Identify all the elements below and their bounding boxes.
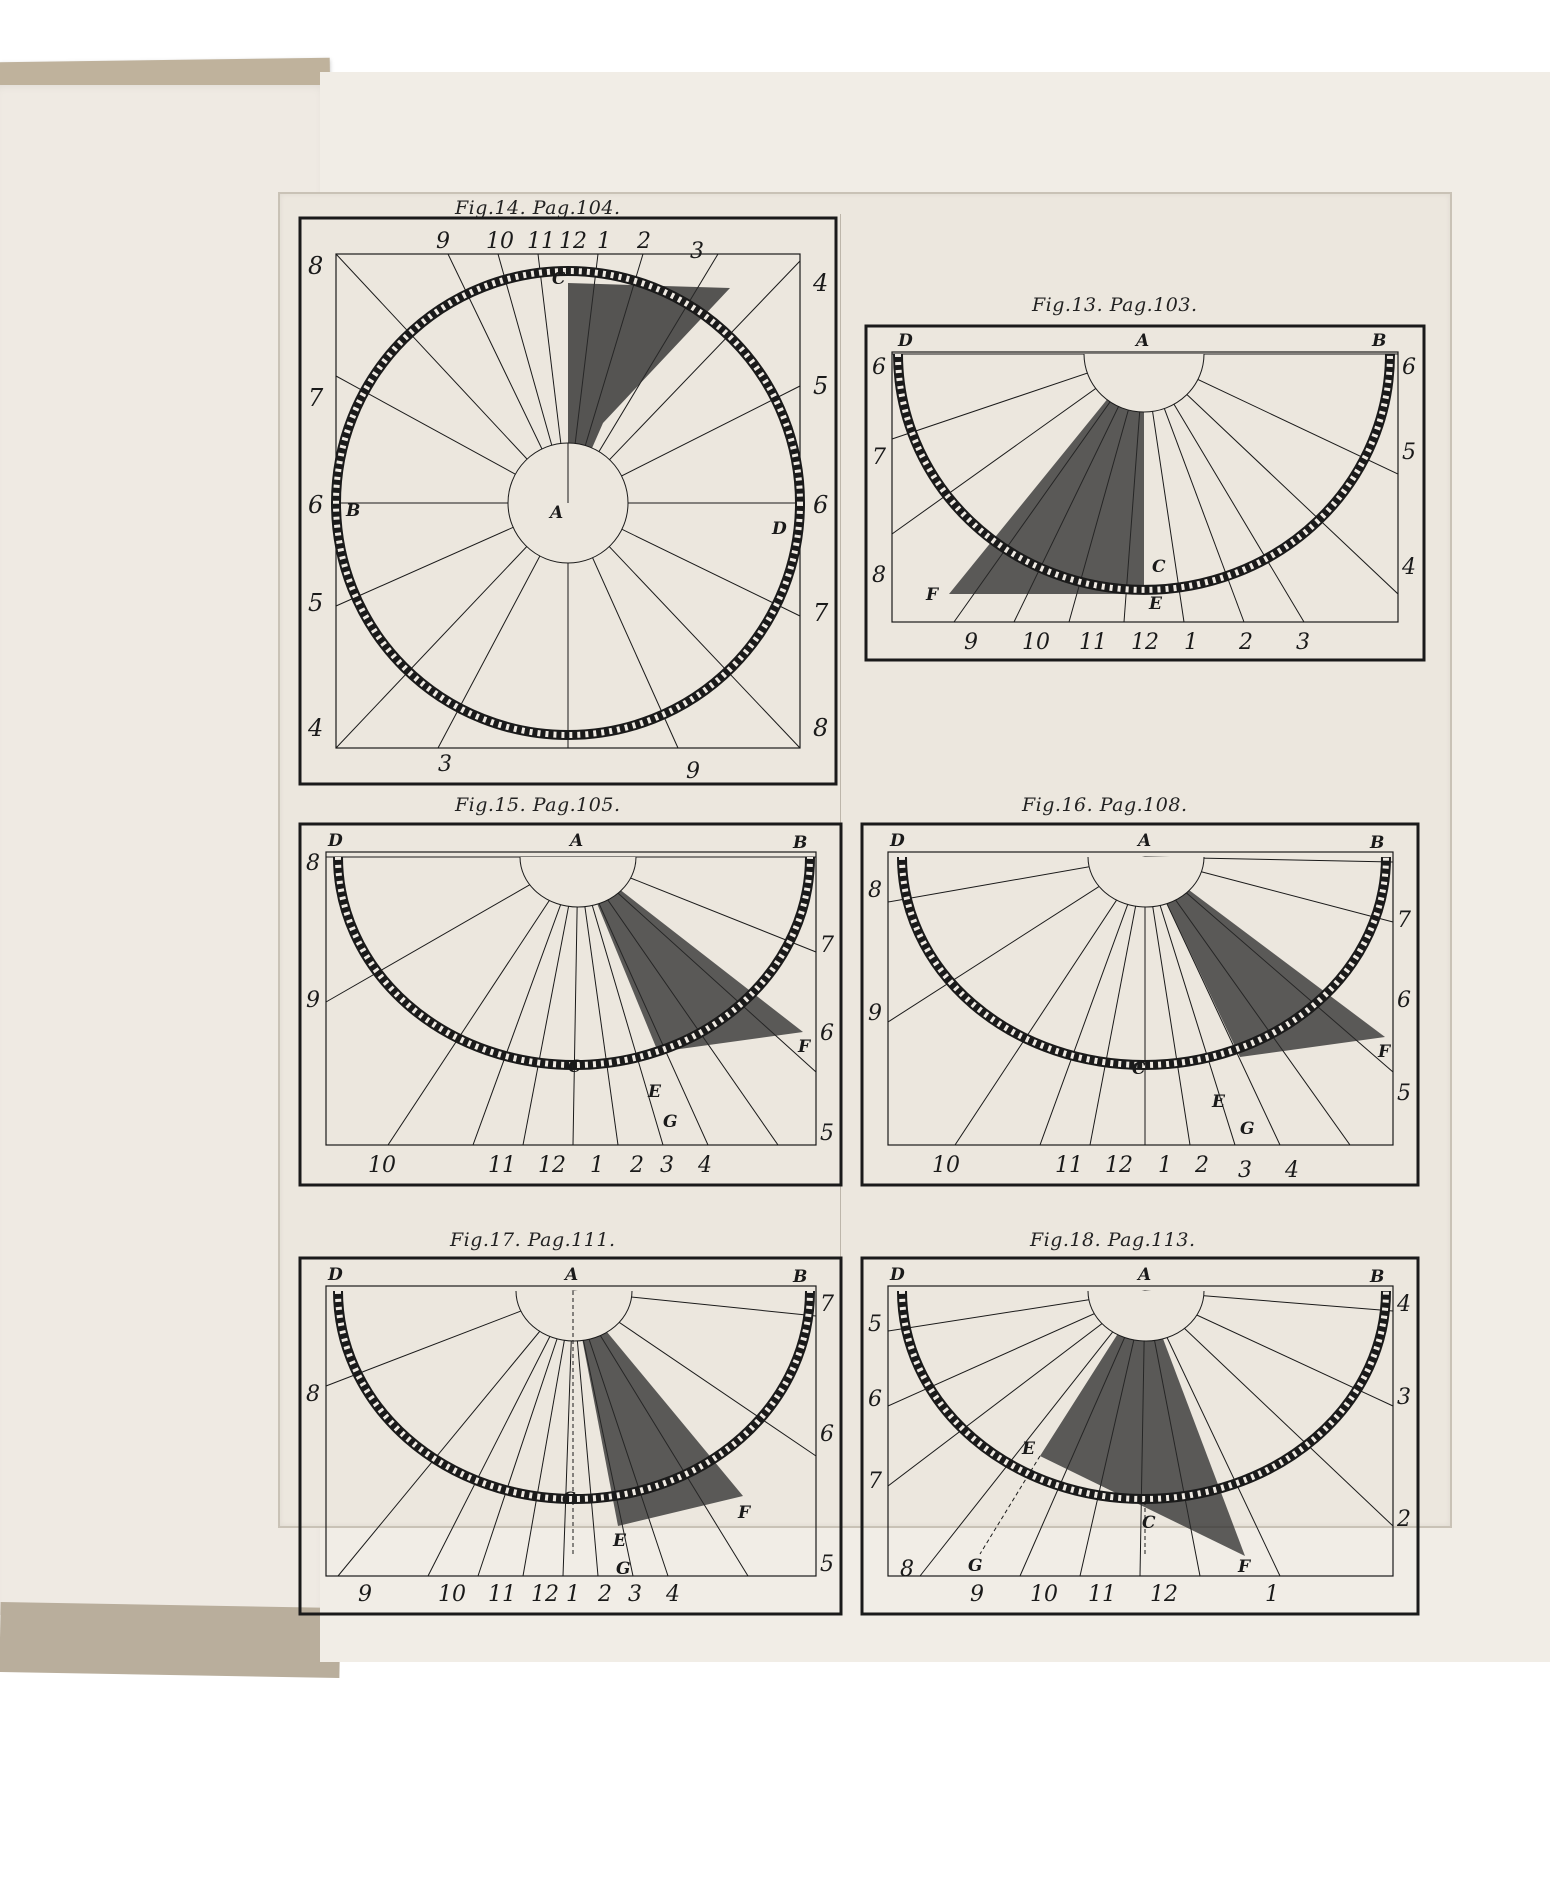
fig13-right-number: 4 xyxy=(1402,555,1416,580)
fig14-letter-c: C xyxy=(552,269,566,289)
fig18-left-number: 7 xyxy=(868,1469,882,1494)
fig18-bottom-number: 10 xyxy=(1030,1582,1058,1607)
engraved-plate xyxy=(278,192,1452,1607)
fig14-left-number: 7 xyxy=(308,384,324,412)
fig18-right-number: 2 xyxy=(1397,1507,1411,1532)
fig16-letter-g: G xyxy=(1240,1119,1255,1139)
fig17-right-number: 6 xyxy=(820,1422,834,1447)
fig18-right-number: 3 xyxy=(1397,1385,1411,1410)
fig14-title: Fig.14. Pag.104. xyxy=(455,197,621,219)
fig18-letter-f: F xyxy=(1238,1557,1251,1577)
fig17-letter-b: B xyxy=(793,1267,808,1287)
fig13-bottom-number: 12 xyxy=(1131,630,1159,655)
fig18-letter-c: C xyxy=(1142,1513,1156,1533)
fig16-bottom-number: 4 xyxy=(1285,1158,1299,1183)
fig13-bottom-number: 3 xyxy=(1296,630,1310,655)
fig13-left-number: 6 xyxy=(872,355,886,380)
fig15-letter-d: D xyxy=(328,831,343,851)
fig18-bottom-number: 12 xyxy=(1150,1582,1178,1607)
fig17-bottom-number: 1 xyxy=(566,1582,580,1607)
fig14-right-number: 5 xyxy=(813,372,829,400)
book-cover-bottom-edge xyxy=(0,1602,341,1678)
fig16-letter-f: F xyxy=(1378,1042,1391,1062)
fig16-bottom-number: 2 xyxy=(1195,1153,1209,1178)
fig16-title: Fig.16. Pag.108. xyxy=(1022,794,1188,816)
fig13-title: Fig.13. Pag.103. xyxy=(1032,294,1198,316)
fig17-bottom-number: 11 xyxy=(488,1582,516,1607)
fig13-diagram xyxy=(864,324,1426,668)
fig14-bottom-number: 3 xyxy=(438,752,452,777)
fig18-letter-b: B xyxy=(1370,1267,1385,1287)
fig18-bottom-number: 9 xyxy=(970,1582,984,1607)
fig16-bottom-number: 12 xyxy=(1105,1153,1133,1178)
fig17-letter-e: E xyxy=(613,1531,626,1551)
fig15-letter-e: E xyxy=(648,1082,661,1102)
fig13-letter-f: F xyxy=(926,585,939,605)
fig17-bottom-number: 10 xyxy=(438,1582,466,1607)
fig14-right-number: 7 xyxy=(813,599,829,627)
fig17-letter-d: D xyxy=(328,1265,343,1285)
fig14-bottom-number: 9 xyxy=(686,759,700,784)
fig15-bottom-number: 3 xyxy=(660,1153,674,1178)
fig15-bottom-number: 12 xyxy=(538,1153,566,1178)
fig15-left-number: 9 xyxy=(306,988,320,1013)
fig17-right-number: 7 xyxy=(820,1292,834,1317)
fig17-letter-f: F xyxy=(738,1503,751,1523)
fig14-top-number: 1 xyxy=(597,229,611,254)
fig15-bottom-number: 10 xyxy=(368,1153,396,1178)
fig15-letter-g: G xyxy=(663,1112,678,1132)
fig17-letter-g: G xyxy=(616,1559,631,1579)
fig16-letter-a: A xyxy=(1138,831,1152,851)
fig13-letter-d: D xyxy=(898,331,913,351)
fig16-right-number: 6 xyxy=(1397,988,1411,1013)
fig18-letter-g: G xyxy=(968,1556,983,1576)
fig17-left-number: 8 xyxy=(306,1382,320,1407)
fig13-left-number: 8 xyxy=(872,563,886,588)
fig17-right-number: 5 xyxy=(820,1552,834,1577)
fig14-right-number: 4 xyxy=(813,269,829,297)
fig13-right-number: 5 xyxy=(1402,440,1416,465)
fig16-letter-c: C xyxy=(1132,1059,1146,1079)
fig18-bottom-number: 11 xyxy=(1088,1582,1116,1607)
fig17-letter-c: C xyxy=(562,1489,576,1509)
fig18-left-number: 8 xyxy=(900,1557,914,1582)
fig13-bottom-number: 10 xyxy=(1022,630,1050,655)
fig16-bottom-number: 1 xyxy=(1158,1153,1172,1178)
fig15-right-number: 5 xyxy=(820,1121,834,1146)
fig17-bottom-number: 4 xyxy=(666,1582,680,1607)
fig14-left-number: 5 xyxy=(308,589,324,617)
fig18-left-number: 6 xyxy=(868,1387,882,1412)
fig18-right-number: 4 xyxy=(1397,1292,1411,1317)
fig13-letter-b: B xyxy=(1372,331,1387,351)
fig18-letter-e: E xyxy=(1022,1439,1035,1459)
fig17-bottom-number: 2 xyxy=(598,1582,612,1607)
fig14-top-number: 2 xyxy=(637,229,651,254)
fig14-left-number: 6 xyxy=(308,491,324,519)
fig16-right-number: 7 xyxy=(1397,908,1411,933)
fig18-left-number: 5 xyxy=(868,1312,882,1337)
fig13-letter-e: E xyxy=(1149,594,1162,614)
fig16-bottom-number: 11 xyxy=(1055,1153,1083,1178)
fig14-right-number: 8 xyxy=(813,714,829,742)
fig16-bottom-number: 10 xyxy=(932,1153,960,1178)
fig17-bottom-number: 3 xyxy=(628,1582,642,1607)
fig18-letter-a: A xyxy=(1138,1265,1152,1285)
fig14-letter-b: B xyxy=(346,501,361,521)
fig13-bottom-number: 1 xyxy=(1184,630,1198,655)
fig16-left-number: 9 xyxy=(868,1001,882,1026)
fig13-bottom-number: 2 xyxy=(1239,630,1253,655)
fig15-right-number: 6 xyxy=(820,1021,834,1046)
fig17-bottom-number: 12 xyxy=(531,1582,559,1607)
fig15-diagram xyxy=(298,822,843,1191)
fig14-diagram xyxy=(298,216,838,790)
fig14-top-number: 9 xyxy=(436,229,450,254)
fig16-letter-b: B xyxy=(1370,833,1385,853)
fig14-letter-a: A xyxy=(550,503,564,523)
fig14-top-number: 12 xyxy=(559,229,587,254)
fig13-left-number: 7 xyxy=(872,445,886,470)
fig16-diagram xyxy=(860,822,1420,1191)
fig14-top-number: 11 xyxy=(527,229,555,254)
fig14-left-number: 4 xyxy=(308,714,324,742)
fig14-right-number: 6 xyxy=(813,491,829,519)
fig14-top-number: 3 xyxy=(690,239,704,264)
fig18-title: Fig.18. Pag.113. xyxy=(1030,1229,1196,1251)
fig17-title: Fig.17. Pag.111. xyxy=(450,1229,616,1251)
fig13-letter-a: A xyxy=(1136,331,1150,351)
fig15-title: Fig.15. Pag.105. xyxy=(455,794,621,816)
fig15-bottom-number: 4 xyxy=(698,1153,712,1178)
fig16-bottom-number: 3 xyxy=(1238,1158,1252,1183)
fig15-left-number: 8 xyxy=(306,851,320,876)
fig16-left-number: 8 xyxy=(868,878,882,903)
fig15-right-number: 7 xyxy=(820,933,834,958)
fig18-bottom-number: 1 xyxy=(1265,1582,1279,1607)
fig13-letter-c: C xyxy=(1152,557,1166,577)
fig15-bottom-number: 2 xyxy=(630,1153,644,1178)
fig15-letter-b: B xyxy=(793,833,808,853)
fig15-bottom-number: 1 xyxy=(590,1153,604,1178)
fig15-bottom-number: 11 xyxy=(488,1153,516,1178)
fig13-bottom-number: 9 xyxy=(964,630,978,655)
fig16-letter-d: D xyxy=(890,831,905,851)
fig17-bottom-number: 9 xyxy=(358,1582,372,1607)
fig18-diagram xyxy=(860,1256,1420,1620)
fig15-letter-c: C xyxy=(568,1057,582,1077)
fig17-letter-a: A xyxy=(565,1265,579,1285)
fig16-right-number: 5 xyxy=(1397,1081,1411,1106)
fig17-diagram xyxy=(298,1256,843,1620)
fig13-bottom-number: 11 xyxy=(1079,630,1107,655)
fig15-letter-a: A xyxy=(570,831,584,851)
fig14-top-number: 10 xyxy=(486,229,514,254)
fig13-right-number: 6 xyxy=(1402,355,1416,380)
fig18-letter-d: D xyxy=(890,1265,905,1285)
fig16-letter-e: E xyxy=(1212,1092,1225,1112)
fig14-left-number: 8 xyxy=(308,252,324,280)
fig14-letter-d: D xyxy=(772,519,787,539)
hour-line xyxy=(338,1291,573,1576)
fig15-letter-f: F xyxy=(798,1037,811,1057)
